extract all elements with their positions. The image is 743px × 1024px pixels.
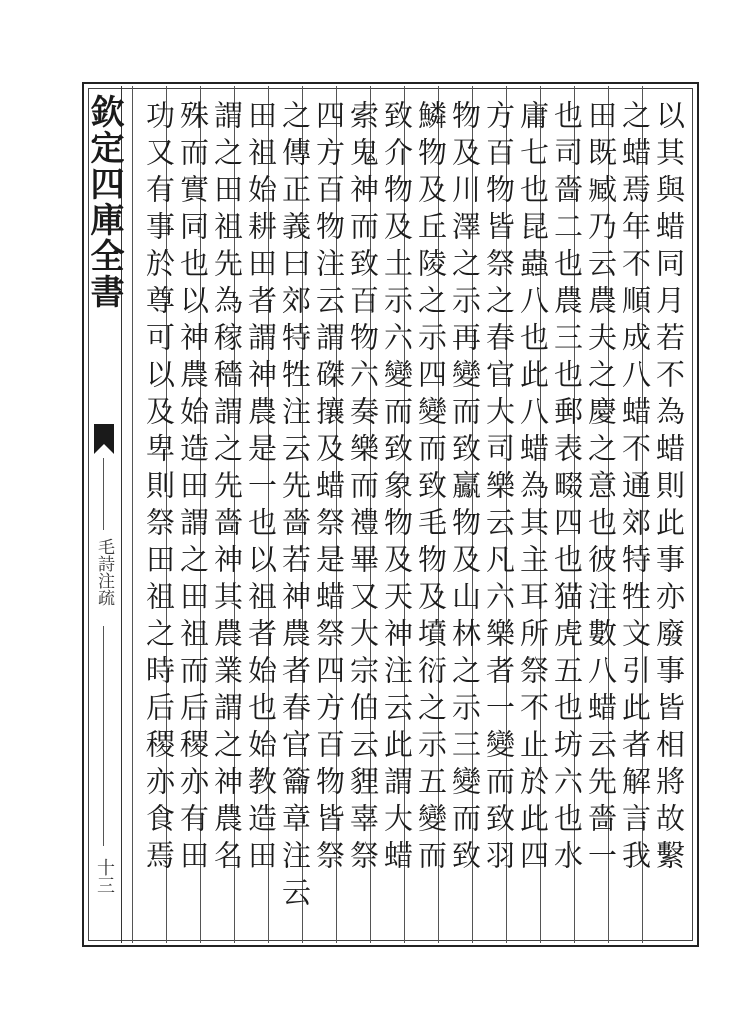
- book-subtitle: 毛詩注疏: [94, 538, 114, 606]
- text-column: 田祖始耕田者謂神農是一也以祖者始也始教造田: [234, 86, 286, 943]
- text-column: 索鬼神而致百物六奏樂而禮畢又大宗伯云貍辜祭: [336, 86, 388, 943]
- text-column: 田既臧乃云農夫之慶之意也彼注數八蜡云先嗇一: [574, 86, 626, 943]
- center-fold: [86, 86, 122, 943]
- page-number: 十三: [94, 858, 115, 894]
- fold-line-upper: [103, 458, 104, 530]
- fishtail-mark: [92, 424, 116, 454]
- text-column: 殊而實同也以神農始造田謂之田祖而后稷亦有田: [166, 86, 218, 943]
- text-column: 也司嗇二也農三也郵表畷四也猫虎五也坊六也水: [540, 86, 592, 943]
- text-column: 以其與蜡同月若不為蜡則此事亦廢事皆相將故繫: [642, 86, 694, 943]
- text-column: 功又有事於尊可以及卑則祭田祖之時后稷亦食焉: [132, 86, 184, 943]
- text-column: 庸七也昆蟲八也此八蜡為其主耳所祭不止於此四: [506, 86, 558, 943]
- text-column: 方百物皆祭之春官大司樂云凡六樂者一變而致羽: [472, 86, 524, 943]
- text-column: 四方百物注云謂磔攘及蜡祭是蜡祭四方百物皆祭: [302, 86, 354, 943]
- text-column: 鱗物及丘陵之示四變而致毛物及墳衍之示五變而: [404, 86, 456, 943]
- text-column: 之傳正義曰郊特牲注云先嗇若神農者春官籥章注云: [268, 86, 320, 943]
- fold-line-lower: [103, 626, 104, 846]
- text-column: 之蜡焉年不順成八蜡不通郊特牲文引此者解言我: [608, 86, 660, 943]
- text-columns: [122, 86, 695, 943]
- text-column: 致介物及土示六變而致象物及天神注云此謂大蜡: [370, 86, 422, 943]
- text-column: 謂之田祖先為稼穡謂之先嗇神其農業謂之神農名: [200, 86, 252, 943]
- text-column: 物及川澤之示再變而致鸁物及山林之示三變而致: [438, 86, 490, 943]
- book-title: 欽定四庫全書: [84, 94, 124, 310]
